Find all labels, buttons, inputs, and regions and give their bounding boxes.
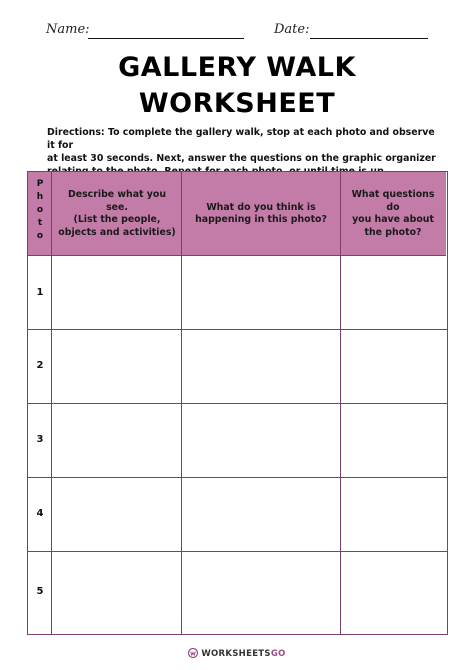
answer-cell-5-describe[interactable] xyxy=(52,552,181,632)
title-line1: GALLERY WALK xyxy=(118,52,356,83)
footer-brand xyxy=(0,648,474,659)
column-header-line: objects and activities) xyxy=(58,226,176,238)
column-header-line: happening in this photo? xyxy=(195,214,327,225)
row-number-1: 1 xyxy=(36,287,44,298)
answer-cell-2-describe[interactable] xyxy=(52,330,181,403)
name-label: Name: xyxy=(46,22,90,37)
answer-cell-4-happening[interactable] xyxy=(182,478,340,551)
photo-letter: h xyxy=(36,192,44,202)
column-header-line: Describe what you see. xyxy=(67,189,167,213)
photo-column-header xyxy=(28,178,52,243)
photo-letter: t xyxy=(37,218,43,228)
answer-cell-5-questions[interactable] xyxy=(341,552,446,632)
name-line xyxy=(88,38,244,39)
column-header-describe xyxy=(52,172,182,256)
answer-cell-1-describe[interactable] xyxy=(52,256,181,329)
answer-cell-4-describe[interactable] xyxy=(52,478,181,551)
answer-cell-1-happening[interactable] xyxy=(182,256,340,329)
brand-part2: GO xyxy=(270,649,286,659)
answer-cell-2-questions[interactable] xyxy=(341,330,446,403)
row-number-3: 3 xyxy=(36,434,44,445)
answer-cell-4-questions[interactable] xyxy=(341,478,446,551)
date-line xyxy=(310,38,428,39)
column-header-happening xyxy=(182,172,340,256)
answer-cell-3-questions[interactable] xyxy=(341,404,446,477)
row-number-4: 4 xyxy=(36,508,44,519)
answer-cell-3-describe[interactable] xyxy=(52,404,181,477)
answer-cell-3-happening[interactable] xyxy=(182,404,340,477)
column-header-line: (List the people, xyxy=(73,214,161,225)
directions-line1: Directions: To complete the gallery walk, stop at each photo and observe it for xyxy=(47,127,435,151)
answer-cell-2-happening[interactable] xyxy=(182,330,340,403)
column-header-line: What do you think is xyxy=(206,201,316,213)
photo-letter: o xyxy=(36,205,44,215)
title-line2: WORKSHEET xyxy=(138,88,336,119)
column-header-line: you have about xyxy=(352,214,434,225)
answer-cell-1-questions[interactable] xyxy=(341,256,446,329)
date-label: Date: xyxy=(274,22,310,37)
row-number-5: 5 xyxy=(36,586,44,597)
row-number-2: 2 xyxy=(36,360,44,371)
name-date-row xyxy=(46,20,438,42)
photo-letter: o xyxy=(36,231,44,241)
graphic-organizer-table xyxy=(27,171,448,635)
column-header-questions xyxy=(340,172,446,256)
photo-letter: P xyxy=(36,179,44,189)
column-header-line: the photo? xyxy=(364,226,422,238)
directions-line2: at least 30 seconds. Next, answer the questions on the graphic organizer xyxy=(47,153,436,164)
brand-part1: WORKSHEETS xyxy=(201,649,271,659)
answer-cell-5-happening[interactable] xyxy=(182,552,340,632)
worksheetsgo-logo-icon xyxy=(188,648,198,658)
column-header-line: What questions do xyxy=(351,189,435,213)
